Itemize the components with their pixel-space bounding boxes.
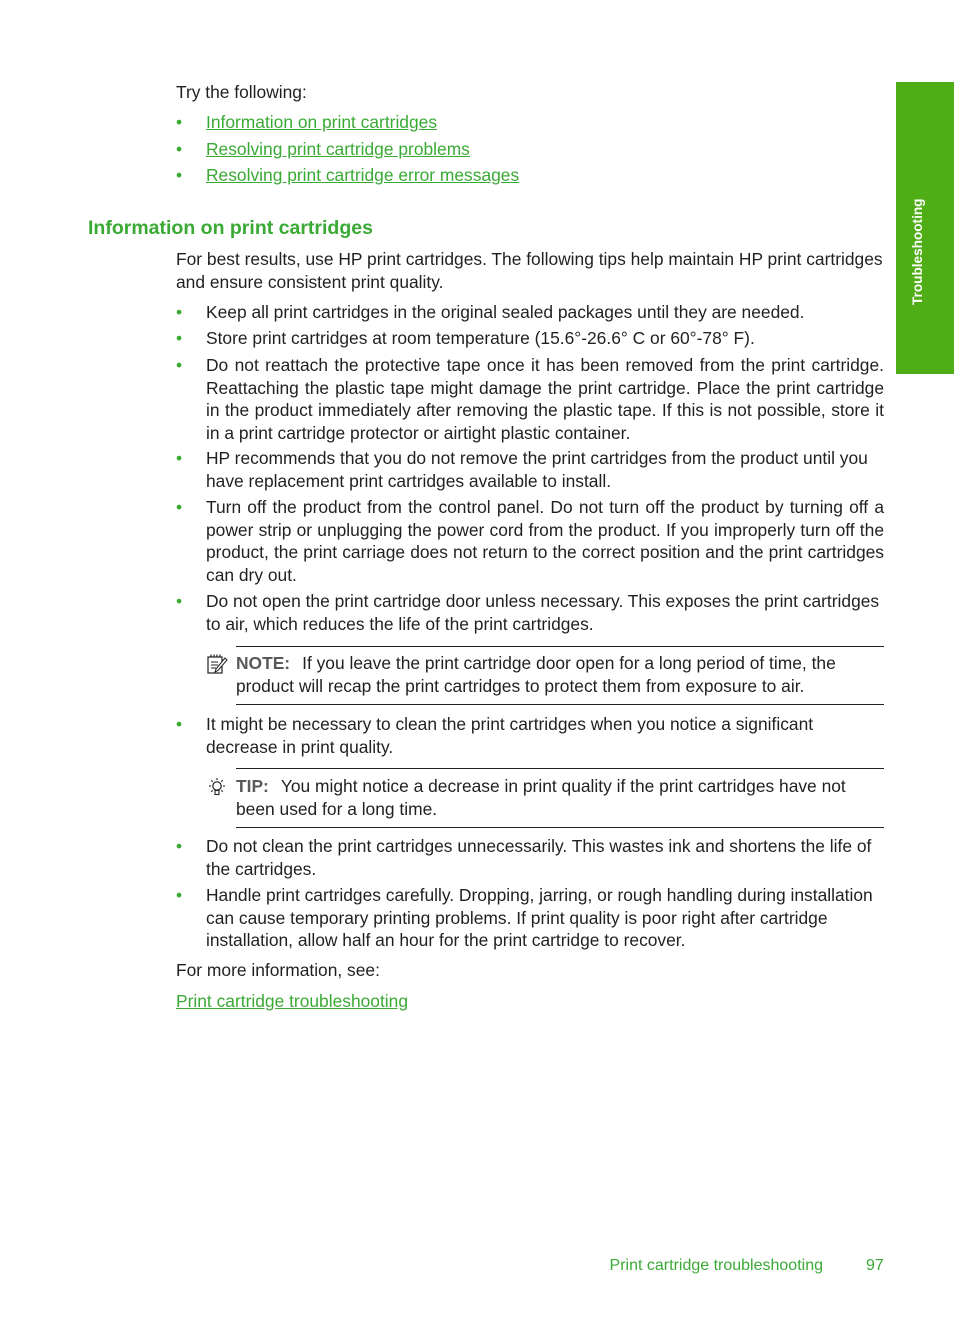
list-item	[176, 835, 884, 880]
callout-bottom-rule	[236, 704, 884, 705]
try-following-label: Try the following:	[176, 82, 307, 102]
list-item	[176, 327, 884, 350]
bullet-dot: •	[176, 714, 183, 734]
lightbulb-icon	[206, 777, 228, 799]
bullet-dot: •	[176, 448, 183, 468]
bullet-dot: •	[176, 591, 183, 611]
link-resolving-print-cartridge-problems[interactable]: Resolving print cartridge problems	[206, 139, 470, 159]
tip-body	[236, 775, 884, 820]
tip-label: TIP:	[236, 776, 269, 796]
list-item-text: HP recommends that you do not remove the print cartridges from the product until you have replacement print cartridges available to install.	[206, 448, 868, 491]
bullet-dot: •	[176, 885, 183, 905]
note-text: If you leave the print cartridge door open for a long period of time, the product will recap the print cartridges to protect them from exposure to air.	[236, 653, 836, 696]
list-item-text: Do not open the print cartridge door unless necessary. This exposes the print cartridges to air, which reduces the life of the print cartridges.	[206, 591, 880, 634]
section-heading: Information on print cartridges	[88, 217, 373, 239]
bullet-dot: •	[176, 139, 183, 159]
callout-top-rule	[236, 768, 884, 769]
list-item-text: Turn off the product from the control panel. Do not turn off the product by turning off a power strip or unplugging the power cord from the product. If you improperly turn off the product, the print carriage does not return to the correct position and the print cartridges can dry out.	[206, 497, 884, 585]
note-body	[236, 652, 884, 697]
list-item	[176, 447, 884, 492]
note-label: NOTE:	[236, 653, 291, 673]
footer-page-number: 97	[866, 1257, 884, 1274]
list-item-text: Handle print cartridges carefully. Dropping, jarring, or rough handling during installation can cause temporary printing problems. If print quality is poor right after cartridge installation, allow half an hour for the print cartridge to recover.	[206, 885, 873, 951]
list-item-text: Do not clean the print cartridges unnecessarily. This wastes ink and shortens the life of the cartridges.	[206, 836, 872, 879]
tip-text: You might notice a decrease in print quality if the print cartridges have not been used for a long time.	[236, 776, 846, 819]
bullet-dot: •	[176, 497, 183, 517]
bullet-dot: •	[176, 328, 183, 348]
bullet-dot: •	[176, 165, 183, 185]
section-intro: For best results, use HP print cartridges. The following tips help maintain HP print cartridges and ensure consistent print quality.	[176, 249, 883, 292]
list-item	[176, 496, 884, 586]
link-resolving-print-cartridge-error-messages[interactable]: Resolving print cartridge error messages	[206, 165, 520, 185]
link-print-cartridge-troubleshooting[interactable]: Print cartridge troubleshooting	[176, 991, 409, 1011]
bullet-dot: •	[176, 112, 183, 132]
tip-callout	[206, 768, 884, 830]
list-item	[176, 301, 884, 324]
link-information-on-print-cartridges[interactable]: Information on print cartridges	[206, 112, 438, 132]
list-item-text: Keep all print cartridges in the original sealed packages until they are needed.	[206, 302, 805, 322]
side-chapter-tab-label: Troubleshooting	[910, 198, 925, 305]
list-item	[176, 590, 884, 635]
list-item	[176, 354, 884, 444]
list-item	[176, 713, 884, 758]
list-item	[176, 164, 884, 187]
footer-section-title: Print cartridge troubleshooting	[609, 1257, 823, 1274]
list-item-text: Store print cartridges at room temperature (15.6°-26.6° C or 60°-78° F).	[206, 328, 755, 348]
bullet-dot: •	[176, 836, 183, 856]
list-item	[176, 884, 884, 952]
list-item	[176, 111, 884, 134]
list-item-text: Do not reattach the protective tape once it has been removed from the print cartridge. Reattaching the plastic tape might damage the print cartridge. Place the print cartridge in the product immediately after removing the plastic tape. If this is not possible, store it in a print cartridge protector or airtight plastic container.	[206, 355, 884, 443]
bullet-dot: •	[176, 355, 183, 375]
callout-top-rule	[236, 646, 884, 647]
callout-bottom-rule	[236, 827, 884, 828]
bullet-dot: •	[176, 302, 183, 322]
note-icon	[206, 653, 228, 675]
list-item-text: It might be necessary to clean the print cartridges when you notice a significant decrease in print quality.	[206, 714, 814, 757]
note-callout	[206, 646, 884, 706]
more-info-label: For more information, see:	[176, 960, 380, 980]
list-item	[176, 138, 884, 161]
